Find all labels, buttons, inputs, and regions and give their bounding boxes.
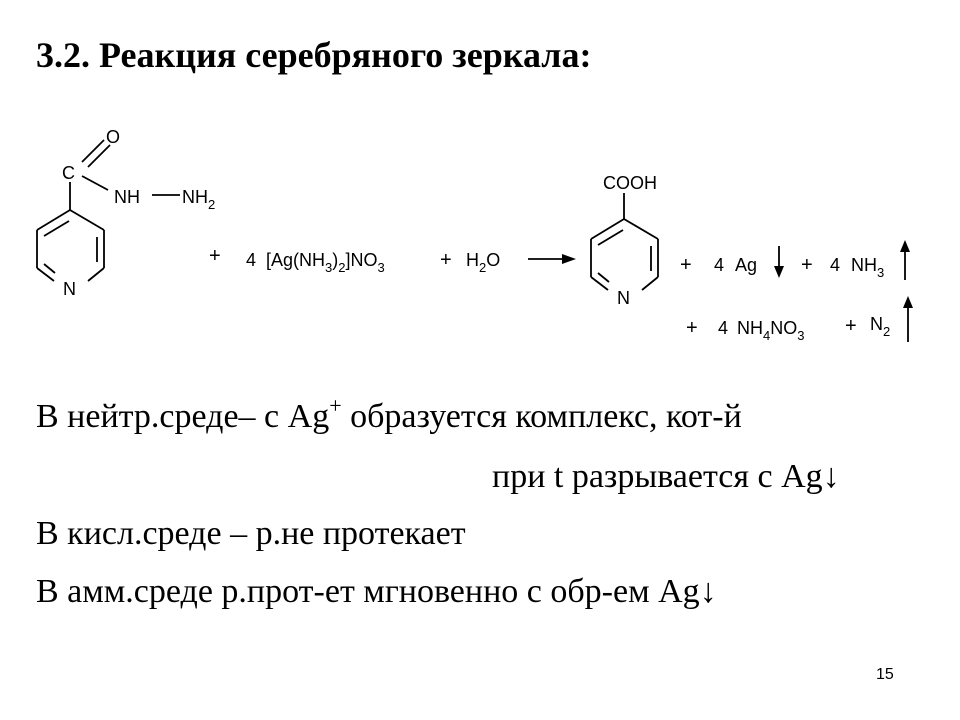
slide-title: 3.2. Реакция серебряного зеркала:	[36, 35, 592, 75]
nh-label: NH	[114, 187, 140, 207]
reagent-sub-2: 2	[338, 260, 346, 275]
neutral-medium-note	[36, 393, 742, 436]
plus-sign-6: +	[845, 315, 857, 337]
nitrogen-sub: 2	[883, 324, 891, 339]
water-part-1: H	[466, 250, 479, 270]
coefficient-4-reagent: 4	[246, 250, 257, 270]
ammonia-part: NH	[851, 255, 877, 275]
water-formula	[466, 250, 500, 275]
nh2-label	[182, 187, 215, 212]
plus-sign-3: +	[680, 254, 692, 276]
ammonia-sub: 3	[877, 265, 885, 280]
ammonium-sub-1: 4	[763, 328, 771, 343]
product-structure	[591, 193, 658, 290]
coefficient-4-ammonia: 4	[830, 255, 841, 275]
reaction-scheme	[0, 110, 960, 370]
tollens-reagent-formula	[266, 250, 385, 275]
gas-arrow-ammonia-icon	[900, 240, 910, 280]
product-ring-nitrogen-label: N	[617, 288, 630, 308]
reagent-part-1: [Ag(NH	[266, 250, 326, 270]
precipitate-arrow-icon: ↓	[699, 573, 717, 610]
page-number: 15	[876, 666, 894, 683]
acid-medium-note: В кисл.среде – р.не протекает	[36, 515, 466, 552]
reactant-structure	[37, 140, 180, 281]
ammonia-medium-note	[36, 573, 717, 611]
neutral-medium-text: В нейтр.среде– с Ag	[36, 398, 330, 435]
carbonyl-oxygen-label: O	[106, 127, 121, 147]
ammonium-part-2: NO	[770, 318, 798, 338]
ammonia-formula	[851, 255, 884, 280]
carboxyl-label: COOH	[603, 173, 657, 193]
plus-sign-5: +	[686, 317, 698, 339]
reaction-arrow	[528, 254, 576, 264]
plus-sign-2: +	[440, 249, 452, 271]
reagent-part-2: )	[332, 250, 339, 270]
coefficient-4-silver: 4	[714, 255, 725, 275]
precipitate-arrow-icon: ↓	[822, 458, 840, 495]
carbonyl-carbon-label: C	[62, 163, 75, 183]
ammonium-nitrate-formula	[737, 318, 804, 343]
nh2-subscript: 2	[208, 197, 216, 212]
ammonium-sub-2: 3	[797, 328, 805, 343]
gas-arrow-nitrogen-icon	[903, 296, 913, 342]
reagent-part-3: ]NO	[345, 250, 378, 270]
plus-sign-1: +	[209, 245, 221, 267]
silver-ion-charge: +	[329, 393, 342, 418]
nitrogen-formula	[870, 314, 890, 339]
heating-note	[492, 458, 840, 496]
plus-sign-4: +	[801, 254, 813, 276]
coefficient-4-ammonium-nitrate: 4	[718, 318, 729, 338]
heating-note-text: при t разрывается с Ag	[492, 458, 823, 495]
reactant-ring-nitrogen-label: N	[63, 279, 76, 299]
water-sub: 2	[479, 260, 487, 275]
nitrogen-part: N	[870, 314, 883, 334]
silver-label: Ag	[735, 255, 758, 275]
reagent-sub-1: 3	[325, 260, 333, 275]
ammonia-medium-text: В амм.среде р.прот-ет мгновенно с обр-ем Ag	[36, 573, 700, 610]
reagent-sub-3: 3	[377, 260, 385, 275]
water-part-2: O	[486, 250, 501, 270]
nh2-main: NH	[182, 187, 208, 207]
precipitate-arrow-icon	[774, 246, 784, 278]
ammonium-part-1: NH	[737, 318, 763, 338]
complex-formation-text: образуется комплекс, кот-й	[341, 398, 742, 435]
